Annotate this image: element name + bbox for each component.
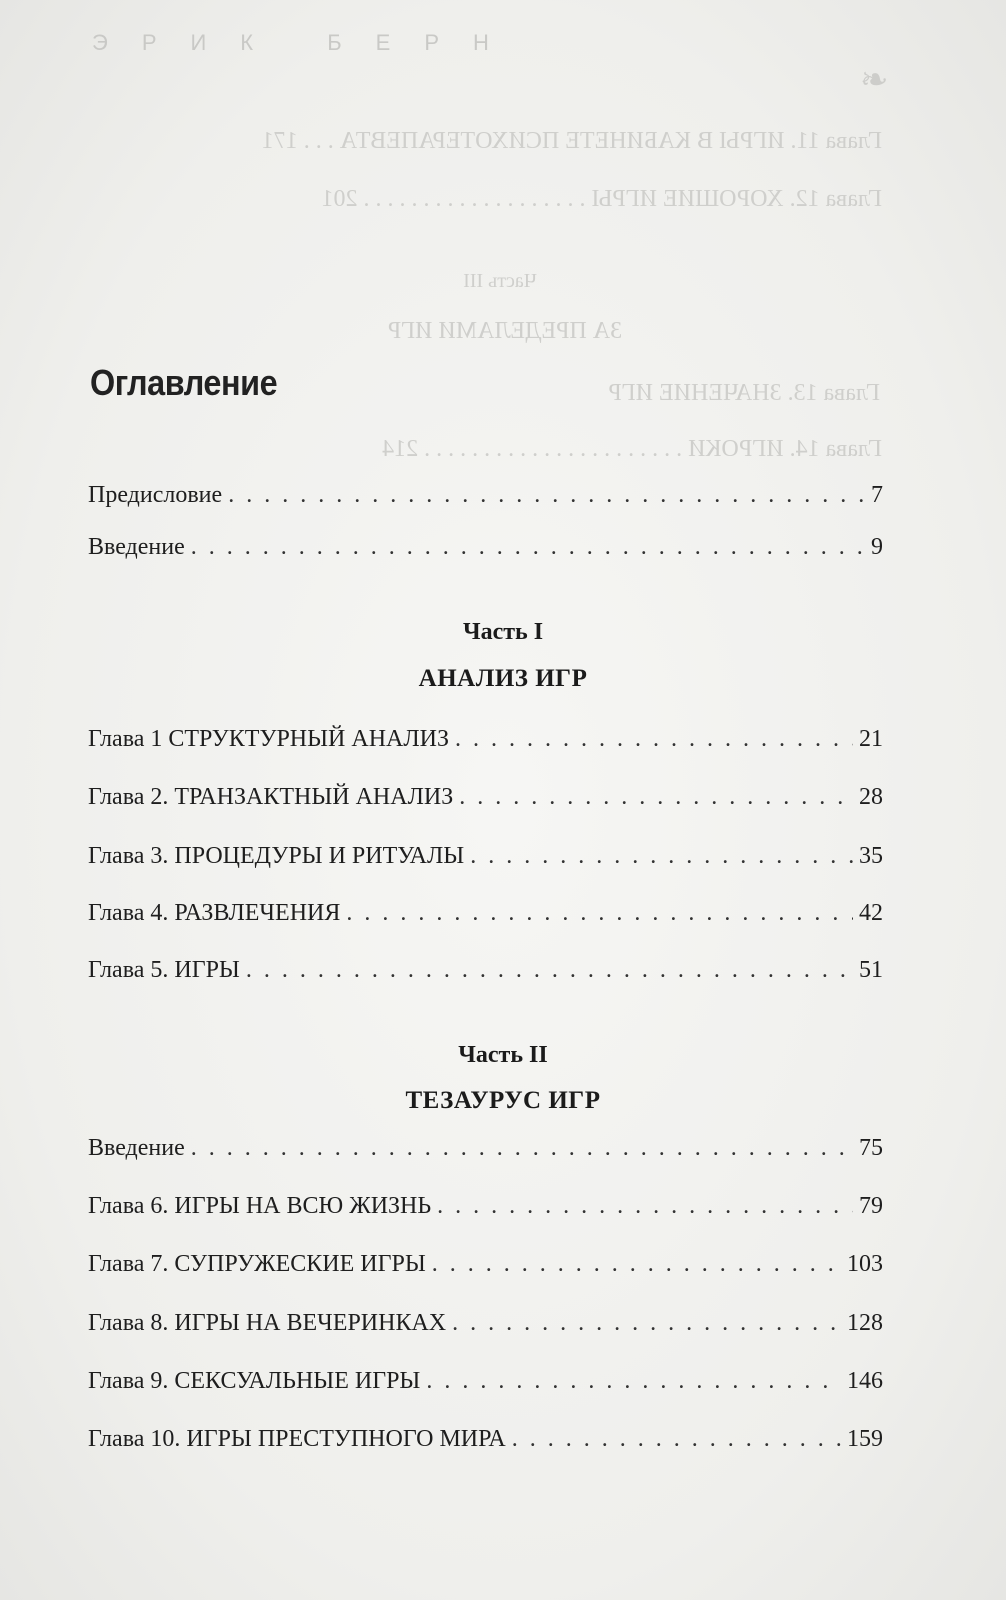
toc-leader-dots [246, 957, 853, 984]
toc-entry-page: 79 [859, 1193, 883, 1219]
toc-leader-dots [452, 1310, 841, 1337]
toc-entry-page: 7 [871, 482, 883, 508]
toc-entry-chapter-6[interactable] [88, 1193, 883, 1220]
toc-entry-page: 21 [859, 726, 883, 752]
toc-entry-label: Глава 5. ИГРЫ [88, 957, 240, 983]
toc-entry-page: 42 [859, 900, 883, 926]
part-label: Часть II [458, 1042, 548, 1068]
toc-entry-label: Глава 2. ТРАНЗАКТНЫЙ АНАЛИЗ [88, 784, 454, 810]
toc-entry-page: 128 [847, 1310, 883, 1336]
toc-entry-page: 75 [859, 1135, 883, 1161]
toc-entry-page: 28 [859, 784, 883, 810]
toc-leader-dots [459, 784, 853, 811]
toc-entry-label: Глава 3. ПРОЦЕДУРЫ И РИТУАЛЫ [88, 843, 465, 869]
part-name: ТЕЗАУРУС ИГР [405, 1087, 601, 1114]
toc-leader-dots [191, 534, 865, 561]
toc-leader-dots [512, 1426, 841, 1453]
toc-entry-page: 103 [847, 1251, 883, 1277]
bleed-line: Глава 12. ХОРОШИЕ ИГРЫ . . . . . . . . . . . . . . . . . . . 201 [321, 186, 882, 212]
toc-entry-label: Предисловие [88, 482, 223, 508]
toc-entry-label: Глава 8. ИГРЫ НА ВЕЧЕРИНКАХ [88, 1310, 447, 1336]
toc-entry-chapter-3[interactable] [88, 843, 883, 870]
toc-entry-preface[interactable] [88, 482, 883, 509]
toc-entry-page: 146 [847, 1368, 883, 1394]
toc-entry-chapter-1[interactable] [88, 726, 883, 753]
toc-entry-label: Глава 6. ИГРЫ НА ВСЮ ЖИЗНЬ [88, 1193, 432, 1219]
toc-leader-dots [191, 1135, 853, 1162]
toc-entry-label: Введение [88, 534, 185, 560]
toc-leader-dots [437, 1193, 853, 1220]
toc-leader-dots [455, 726, 853, 753]
part-label: Часть I [462, 619, 544, 645]
toc-entry-chapter-4[interactable] [88, 900, 883, 927]
toc-entry-chapter-2[interactable] [88, 784, 883, 811]
toc-leader-dots [228, 482, 865, 509]
toc-entry-page: 35 [859, 843, 883, 869]
toc-entry-label: Глава 1 СТРУКТУРНЫЙ АНАЛИЗ [88, 726, 450, 752]
page-ornament-icon: ❧ [860, 62, 889, 99]
toc-entry-label: Глава 7. СУПРУЖЕСКИЕ ИГРЫ [88, 1251, 426, 1277]
toc-entry-label: Глава 4. РАЗВЛЕЧЕНИЯ [88, 900, 341, 926]
toc-entry-page: 51 [859, 957, 883, 983]
toc-entry-label: Введение [88, 1135, 185, 1161]
bleed-line: Глава 11. ИГРЫ В КАБИНЕТЕ ПСИХОТЕРАПЕВТА . . . 171 [261, 128, 882, 154]
toc-entry-label: Глава 9. СЕКСУАЛЬНЫЕ ИГРЫ [88, 1368, 421, 1394]
toc-entry-chapter-8[interactable] [88, 1310, 883, 1337]
toc-entry-chapter-5[interactable] [88, 957, 883, 984]
toc-entry-introduction[interactable] [88, 534, 883, 561]
running-head: ЭРИК БЕРН [92, 30, 523, 55]
toc-entry-label: Глава 10. ИГРЫ ПРЕСТУПНОГО МИРА [88, 1426, 506, 1452]
toc-entry-chapter-7[interactable] [88, 1251, 883, 1278]
bleed-line: Часть III [463, 270, 537, 292]
toc-title: Оглавление [90, 362, 278, 403]
toc-entry-chapter-10[interactable] [88, 1426, 883, 1453]
toc-leader-dots [426, 1368, 841, 1395]
bleed-line: Глава 14. ИГРОКИ . . . . . . . . . . . . . . . . . . . . . . 214 [382, 436, 882, 462]
toc-entry-part2-introduction[interactable] [88, 1135, 883, 1162]
bleed-line: ЗА ПРЕДЕЛАМИ ИГР [387, 318, 623, 344]
toc-leader-dots [432, 1251, 841, 1278]
bleed-line: Глава 13. ЗНАЧЕНИЕ ИГР [608, 380, 880, 406]
part-name: АНАЛИЗ ИГР [418, 665, 588, 692]
toc-entry-chapter-9[interactable] [88, 1368, 883, 1395]
toc-entry-page: 9 [871, 534, 883, 560]
toc-entry-page: 159 [847, 1426, 883, 1452]
toc-leader-dots [346, 900, 853, 927]
toc-leader-dots [470, 843, 853, 870]
